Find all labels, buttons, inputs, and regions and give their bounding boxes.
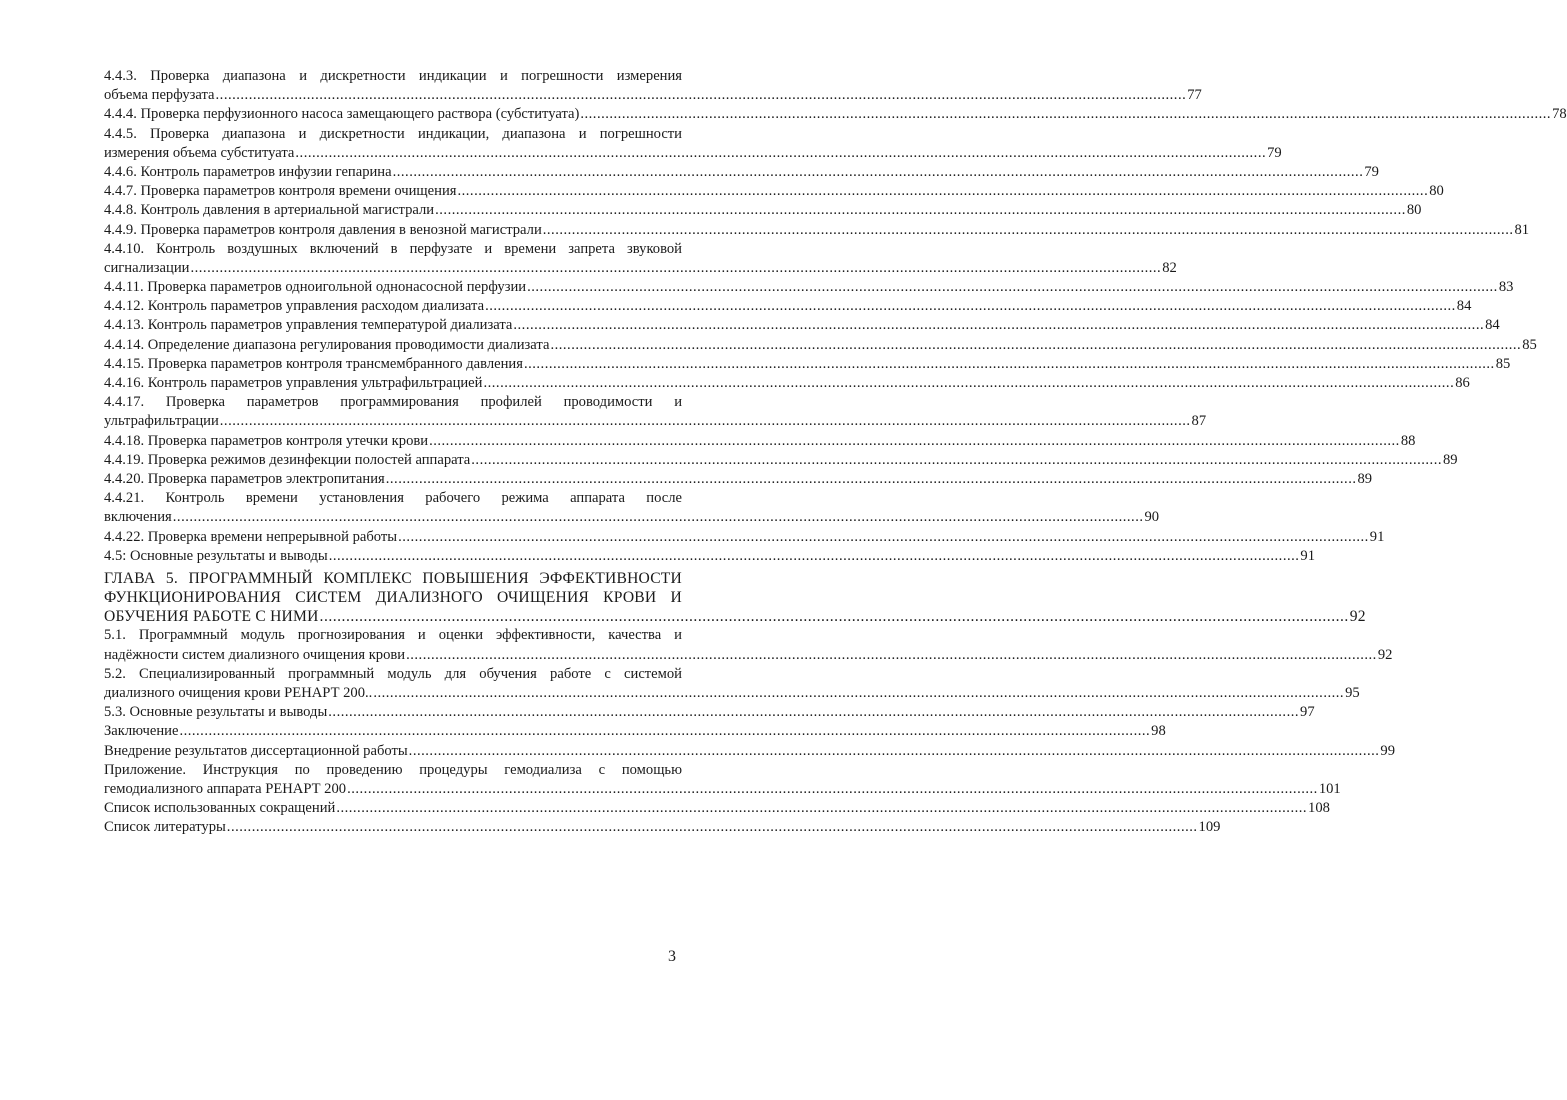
table-of-contents	[104, 67, 1567, 838]
toc-page-number: 84	[1456, 298, 1472, 315]
dot-leader	[527, 278, 1498, 297]
dot-leader	[409, 742, 1380, 761]
dot-leader	[386, 470, 1357, 489]
toc-page-number: 92	[1349, 608, 1366, 626]
dot-leader	[398, 528, 1369, 547]
toc-page-number: 91	[1369, 528, 1385, 545]
toc-entry-text: Список использованных сокращений	[104, 800, 336, 817]
toc-entry-4-5[interactable]	[104, 547, 1316, 566]
toc-page-number: 98	[1151, 723, 1166, 740]
toc-entry-text: 4.4.11. Проверка параметров одноигольной однонасосной перфузии	[104, 279, 527, 296]
dot-leader	[393, 163, 1364, 182]
toc-page-number: 80	[1406, 202, 1422, 219]
dot-leader	[295, 144, 1266, 163]
toc-entry-text-line1: 4.4.10. Контроль воздушных включений в перфузате и времени запрета звуковой	[104, 240, 682, 257]
toc-entry-4-4-18[interactable]	[104, 432, 1416, 451]
toc-entry-text: 4.4.18. Проверка параметров контроля утечки крови	[104, 432, 429, 449]
toc-entry-4-4-4[interactable]	[104, 105, 1567, 124]
dot-leader	[457, 182, 1428, 201]
dot-leader	[429, 432, 1400, 451]
dot-leader	[179, 722, 1150, 741]
toc-page-number: 87	[1191, 413, 1207, 430]
dot-leader	[320, 607, 1349, 626]
page-number: 3	[668, 948, 676, 965]
toc-entry-text: 5.3. Основные результаты и выводы	[104, 704, 328, 721]
toc-entry-text-line3: ОБУЧЕНИЯ РАБОТЕ С НИМИ	[104, 608, 319, 626]
toc-page-number: 78	[1552, 106, 1567, 123]
toc-entry-4-4-16[interactable]	[104, 374, 1470, 393]
toc-entry-text: Список литературы	[104, 819, 226, 836]
toc-entry-text-line2: объема перфузата	[104, 87, 215, 104]
toc-entry-text-line2: ультрафильтрации	[104, 413, 219, 430]
toc-entry-text-line2: ФУНКЦИОНИРОВАНИЯ СИСТЕМ ДИАЛИЗНОГО ОЧИЩЕНИЯ КРОВИ И	[104, 589, 682, 607]
dot-leader	[328, 703, 1299, 722]
toc-page-number: 81	[1514, 221, 1530, 238]
toc-page-number: 101	[1318, 780, 1341, 797]
toc-entry-text: 4.4.6. Контроль параметров инфузии гепарина	[104, 163, 392, 180]
toc-entry-text-line2: диализного очищения крови РЕНАРТ 200..	[104, 685, 373, 701]
toc-entry-text-line2: гемодиализного аппарата РЕНАРТ 200	[104, 780, 347, 797]
toc-entry-4-4-8[interactable]	[104, 201, 1422, 220]
toc-page-number: 90	[1144, 509, 1160, 526]
toc-entry-text: 4.5: Основные результаты и выводы	[104, 547, 328, 564]
toc-entry-4-4-22[interactable]	[104, 528, 1385, 547]
toc-entry-text: 4.4.22. Проверка времени непрерывной работы	[104, 528, 398, 545]
dot-leader	[550, 336, 1521, 355]
dot-leader	[227, 818, 1198, 837]
toc-page-number: 79	[1364, 163, 1379, 180]
toc-entry-appendix[interactable]	[104, 761, 1341, 799]
toc-entry-text-line2: измерения объема субституата	[104, 144, 295, 161]
toc-entry-text-line1: ГЛАВА 5. ПРОГРАММНЫЙ КОМПЛЕКС ПОВЫШЕНИЯ ЭФФЕКТИВНОСТИ	[104, 569, 682, 587]
toc-page-number: 97	[1300, 704, 1315, 721]
toc-entry-4-4-7[interactable]	[104, 182, 1444, 201]
toc-entry-5-2[interactable]	[104, 665, 1360, 703]
toc-entry-5-3[interactable]	[104, 703, 1315, 722]
toc-entry-abbreviations[interactable]	[104, 799, 1330, 818]
toc-entry-4-4-6[interactable]	[104, 163, 1379, 182]
toc-entry-4-4-21[interactable]	[104, 489, 1160, 527]
toc-entry-4-4-3[interactable]	[104, 67, 1202, 105]
toc-page-number: 89	[1357, 470, 1373, 487]
toc-page-number: 84	[1485, 317, 1500, 334]
toc-entry-4-4-5[interactable]	[104, 125, 1282, 163]
toc-entry-4-4-10[interactable]	[104, 240, 1177, 278]
dot-leader	[173, 508, 1144, 527]
dot-leader	[524, 355, 1495, 374]
toc-entry-text: 4.4.12. Контроль параметров управления расходом диализата	[104, 298, 485, 315]
toc-entry-text: 4.4.9. Проверка параметров контроля давления в венозной магистрали	[104, 221, 542, 238]
toc-entry-4-4-9[interactable]	[104, 221, 1530, 240]
toc-entry-text-line1: 4.4.17. Проверка параметров программирования профилей проводимости и	[104, 394, 682, 411]
toc-page-number: 108	[1308, 800, 1330, 817]
toc-page-number: 88	[1400, 432, 1416, 449]
dot-leader	[435, 201, 1406, 220]
dot-leader	[471, 451, 1442, 470]
toc-page-number: 86	[1455, 375, 1470, 391]
toc-entry-text-line2: надёжности систем диализного очищения крови	[104, 646, 406, 663]
toc-entry-text-line1: 4.4.3. Проверка диапазона и дискретности индикации и погрешности измерения	[104, 68, 682, 84]
dot-leader	[329, 547, 1300, 566]
toc-page-number: 80	[1429, 183, 1444, 200]
dot-leader	[336, 799, 1307, 818]
toc-page-number: 82	[1162, 259, 1177, 276]
toc-page-number: 109	[1198, 819, 1221, 836]
toc-entry-text: Заключение	[104, 723, 179, 740]
toc-page-number: 85	[1495, 355, 1511, 372]
toc-page-number: 79	[1267, 144, 1282, 161]
toc-page-number: 85	[1522, 336, 1537, 353]
toc-page-number: 91	[1300, 547, 1316, 564]
toc-entry-text: 4.4.7. Проверка параметров контроля времени очищения	[104, 183, 457, 200]
toc-entry-text: 4.4.13. Контроль параметров управления температурой диализата	[104, 317, 513, 334]
dot-leader	[216, 86, 1187, 105]
toc-entry-text-line2: включения	[104, 509, 172, 526]
toc-entry-text-line1: Приложение. Инструкция по проведению процедуры гемодиализа с помощью	[104, 761, 682, 778]
toc-page-number: 77	[1187, 87, 1202, 104]
toc-entry-4-4-17[interactable]	[104, 393, 1207, 431]
toc-entry-implementation[interactable]	[104, 742, 1395, 761]
dot-leader	[190, 259, 1161, 278]
toc-entry-4-4-11[interactable]	[104, 278, 1514, 297]
toc-entry-text-line1: 4.4.5. Проверка диапазона и дискретности индикации, диапазона и погрешности	[104, 125, 682, 142]
toc-page-number: 92	[1377, 646, 1393, 663]
toc-entry-4-4-20[interactable]	[104, 470, 1373, 489]
toc-page-number: 95	[1345, 685, 1360, 701]
toc-entry-text: Внедрение результатов диссертационной работы	[104, 742, 408, 759]
toc-entry-text: 4.4.20. Проверка параметров электропитания	[104, 470, 385, 487]
toc-entry-text-line1: 5.2. Специализированный программный модуль для обучения работе с системой	[104, 665, 682, 682]
dot-leader	[580, 105, 1551, 124]
toc-entry-text: 4.4.4. Проверка перфузионного насоса замещающего раствора (субституата)	[104, 106, 580, 123]
toc-entry-conclusion[interactable]	[104, 722, 1166, 741]
dot-leader	[220, 412, 1191, 431]
toc-entry-text-line1: 4.4.21. Контроль времени установления рабочего режима аппарата после	[104, 490, 682, 507]
toc-entry-5-1[interactable]	[104, 626, 1393, 664]
toc-entry-text-line2: сигнализации	[104, 259, 190, 276]
toc-entry-chapter-5[interactable]	[104, 569, 1366, 627]
toc-entry-4-4-14[interactable]	[104, 336, 1537, 355]
toc-entry-4-4-13[interactable]	[104, 316, 1500, 335]
dot-leader	[373, 684, 1344, 703]
dot-leader	[406, 646, 1377, 665]
dot-leader	[485, 297, 1456, 316]
toc-page-number: 89	[1443, 451, 1458, 468]
toc-entry-4-4-15[interactable]	[104, 355, 1511, 374]
toc-entry-text: 4.4.14. Определение диапазона регулирования проводимости диализата	[104, 336, 550, 353]
toc-entry-text-line1: 5.1. Программный модуль прогнозирования и оценки эффективности, качества и	[104, 627, 682, 644]
toc-page-number: 83	[1498, 279, 1514, 296]
toc-page-number: 99	[1380, 742, 1395, 759]
toc-entry-text: 4.4.8. Контроль давления в артериальной магистрали	[104, 202, 435, 219]
dot-leader	[347, 780, 1318, 799]
toc-entry-text: 4.4.15. Проверка параметров контроля трансмембранного давления	[104, 355, 523, 372]
toc-entry-4-4-12[interactable]	[104, 297, 1472, 316]
toc-entry-literature[interactable]	[104, 818, 1221, 837]
toc-entry-text: 4.4.16. Контроль параметров управления ультрафильтрацией	[104, 375, 483, 391]
toc-entry-text: 4.4.19. Проверка режимов дезинфекции полостей аппарата	[104, 451, 471, 468]
toc-entry-4-4-19[interactable]	[104, 451, 1458, 470]
dot-leader	[483, 374, 1454, 393]
dot-leader	[513, 316, 1484, 335]
dot-leader	[543, 221, 1514, 240]
